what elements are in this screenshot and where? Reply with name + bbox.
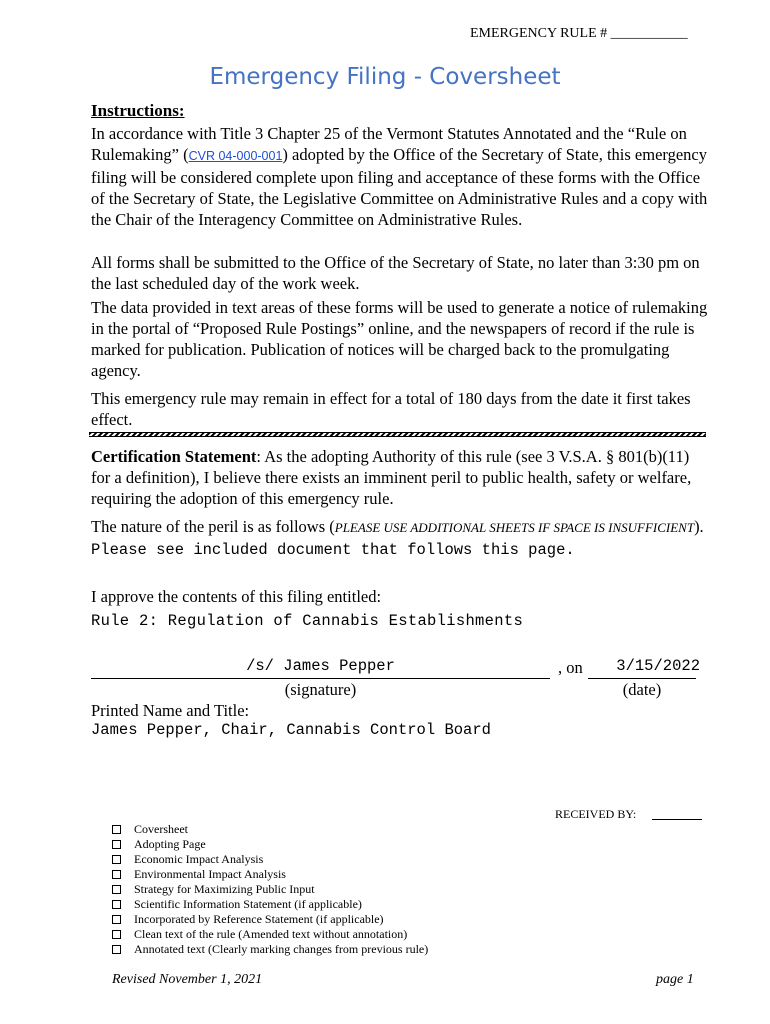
checkbox-icon[interactable] [112, 870, 121, 879]
rule-number: EMERGENCY RULE # ___________ [470, 26, 688, 41]
received-by-label: RECEIVED BY: [555, 807, 637, 821]
checklist-item[interactable]: Annotated text (Clearly marking changes from previous rule) [112, 942, 428, 957]
checklist-item[interactable]: Coversheet [112, 822, 428, 837]
signature-field[interactable]: /s/ James Pepper [246, 657, 395, 675]
checkbox-icon[interactable] [112, 900, 121, 909]
certification-statement [91, 446, 711, 509]
certification-label: Certification Statement [91, 447, 257, 466]
checklist-item[interactable]: Incorporated by Reference Statement (if applicable) [112, 912, 428, 927]
checklist-item[interactable]: Strategy for Maximizing Public Input [112, 882, 428, 897]
peril-statement [91, 516, 711, 561]
peril-note: PLEASE USE ADDITIONAL SHEETS IF SPACE IS INSUFFICIENT [334, 520, 695, 535]
instructions-paragraph-4: This emergency rule may remain in effect for a total of 180 days from the date it first takes effect. [91, 389, 691, 429]
checkbox-icon[interactable] [112, 825, 121, 834]
checkbox-icon[interactable] [112, 945, 121, 954]
date-caption: (date) [622, 680, 662, 699]
signature-line [91, 678, 550, 679]
rule-title-field[interactable]: Rule 2: Regulation of Cannabis Establishments [91, 612, 524, 630]
received-by-field[interactable] [652, 807, 702, 820]
checklist-item[interactable]: Economic Impact Analysis [112, 852, 428, 867]
date-line [588, 678, 696, 679]
document-checklist [112, 822, 428, 957]
approve-text: I approve the contents of this filing entitled: [91, 587, 382, 606]
on-label: , on [558, 658, 583, 677]
page-title: Emergency Filing - Coversheet [209, 64, 561, 90]
instructions-heading: Instructions: [91, 101, 185, 120]
cvr-link[interactable]: CVR 04-000-001 [188, 149, 283, 163]
section-divider [89, 432, 706, 437]
instructions-paragraph-2: All forms shall be submitted to the Office of the Secretary of State, no later than 3:30 pm on the last scheduled day of the work week. [91, 253, 700, 293]
checklist-item[interactable]: Scientific Information Statement (if applicable) [112, 897, 428, 912]
checkbox-icon[interactable] [112, 885, 121, 894]
checklist-item[interactable]: Adopting Page [112, 837, 428, 852]
p1-text-a: In accordance with Title 3 Chapter 25 of the Vermont Statutes Annotated and the “Rule on Rulemaking” ( [91, 124, 687, 164]
checkbox-icon[interactable] [112, 915, 121, 924]
checkbox-icon[interactable] [112, 855, 121, 864]
printed-name-label: Printed Name and Title: [91, 701, 250, 720]
instructions-paragraph-1 [91, 123, 711, 230]
page-number: page 1 [656, 972, 694, 987]
checklist-item[interactable]: Clean text of the rule (Amended text without annotation) [112, 927, 428, 942]
certification-text: : As the adopting Authority of this rule (see 3 V.S.A. § 801(b)(11) for a definition), I believe there exists an imminent peril to public health, safety or welfare, requiring the adoption of this emergency rule. [91, 447, 692, 508]
checkbox-icon[interactable] [112, 930, 121, 939]
p1-text-b: ) adopted by the Office of the Secretary of State, this emergency filing will be considered complete upon filing and acceptance of these forms with the Office of the Secretary of State, the Legislative Committee on Administrative Rules and a copy with the Chair of the Interagency Committee on Administrative Rules. [91, 145, 708, 229]
instructions-paragraph-3: The data provided in text areas of these forms will be used to generate a notice of rulemaking in the portal of “Proposed Rule Postings” online, and the newspapers of record if the rule is marked for publication. Publication of notices will be charged back to the promulgating agency. [91, 298, 708, 380]
checklist-item[interactable]: Environmental Impact Analysis [112, 867, 428, 882]
checkbox-icon[interactable] [112, 840, 121, 849]
revised-date: Revised November 1, 2021 [112, 972, 263, 987]
date-field[interactable]: 3/15/2022 [616, 657, 700, 675]
peril-close: ). [694, 517, 704, 536]
peril-intro: The nature of the peril is as follows ( [91, 517, 335, 536]
peril-field[interactable]: Please see included document that follows this page. [91, 541, 575, 559]
printed-name-field[interactable]: James Pepper, Chair, Cannabis Control Board [91, 721, 491, 739]
signature-caption: (signature) [284, 680, 357, 699]
